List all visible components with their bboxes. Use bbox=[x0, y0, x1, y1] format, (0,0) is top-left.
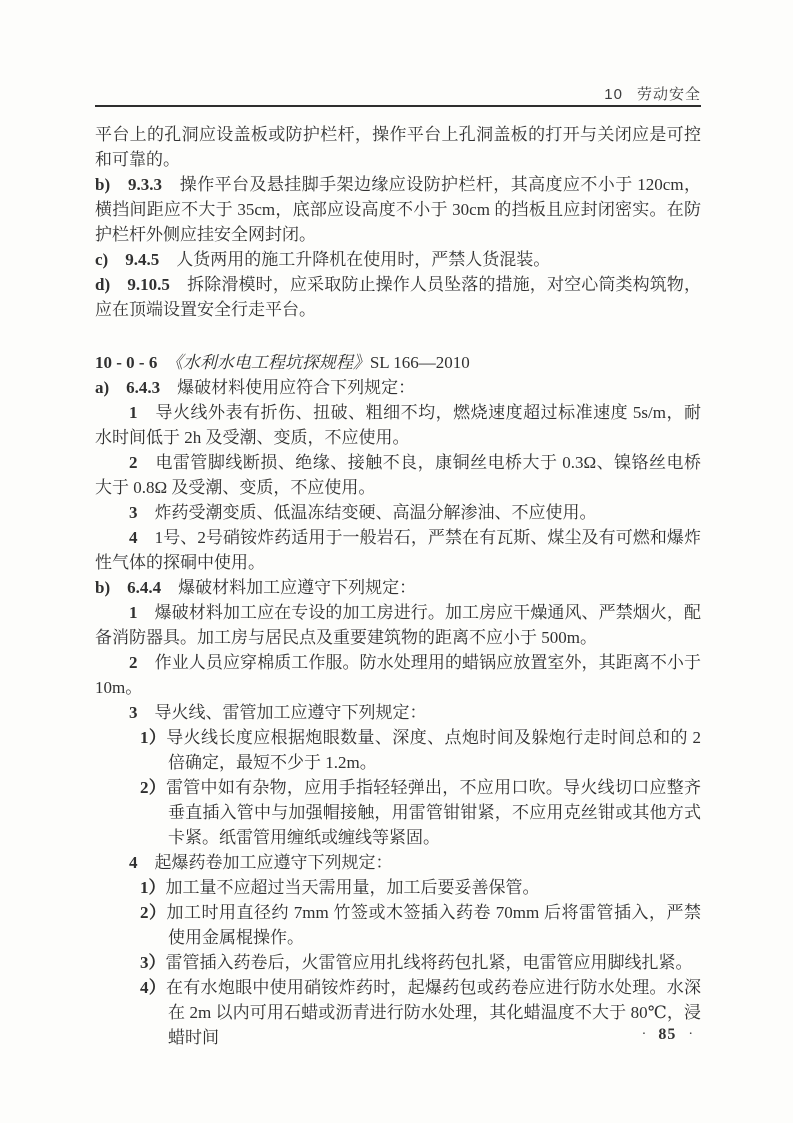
text-run: 1 bbox=[129, 403, 138, 422]
text-run: b) bbox=[95, 578, 128, 597]
text-run: 3） bbox=[140, 953, 166, 972]
subitem-2-bamboo-stick bbox=[95, 900, 701, 950]
header-chapter-number: 10 bbox=[604, 86, 623, 103]
text-run: 1） bbox=[140, 728, 167, 747]
page-footer bbox=[95, 1026, 693, 1044]
item-2-detonator bbox=[95, 450, 701, 500]
document-body bbox=[95, 122, 701, 1050]
footer-left-dot: · bbox=[641, 1027, 647, 1042]
text-run: 人货两用的施工升降机在使用时，严禁人货混装。 bbox=[159, 250, 551, 269]
text-run: 导火线长度应根据炮眼数量、深度、点炮时间及躲炮行走时间总和的 2 倍确定，最短不少于 1.2m。 bbox=[166, 728, 702, 772]
text-run: 9.3.3 bbox=[127, 175, 162, 194]
text-run: 雷管中如有杂物，应用手指轻轻弹出，不应用口吹。导火线切口应整齐垂直插入管中与加强帽接触，用雷管钳钳紧，不应用克丝钳或其他方式卡紧。纸雷管用缠纸或缠线等紧固。 bbox=[166, 778, 701, 847]
text-run: 爆破材料使用应符合下列规定： bbox=[160, 378, 416, 397]
text-run: 《水利水电工程坑探规程》 bbox=[157, 353, 370, 372]
text-run: 10 - 0 - 6 bbox=[95, 353, 158, 372]
footer-right-dot: · bbox=[688, 1027, 693, 1042]
text-run: 加工量不应超过当天需用量，加工后要妥善保管。 bbox=[165, 878, 540, 897]
text-run: b) bbox=[95, 175, 128, 194]
item-4-ammonium-nitrate bbox=[95, 525, 701, 575]
text-run: 作业人员应穿棉质工作服。防水处理用的蜡锅应放置室外，其距离不小于 10m。 bbox=[95, 653, 701, 697]
page-number: 85 bbox=[658, 1026, 677, 1043]
text-run: 2） bbox=[140, 778, 167, 797]
item-2-workers bbox=[95, 650, 701, 700]
text-run: 3 bbox=[129, 503, 138, 522]
text-run: c) bbox=[95, 250, 126, 269]
text-run: 导火线、雷管加工应遵守下列规定： bbox=[137, 703, 427, 722]
text-run: 平台上的孔洞应设盖板或防护栏杆，操作平台上孔洞盖板的打开与关闭应是可控和可靠的。 bbox=[95, 125, 701, 169]
item-3-fuse-detonator-rules bbox=[95, 700, 701, 725]
text-run: 6.4.3 bbox=[126, 378, 161, 397]
text-run: 1） bbox=[140, 878, 166, 897]
header-chapter-title: 劳动安全 bbox=[636, 86, 701, 103]
clause-d-9-10-5 bbox=[95, 272, 701, 322]
text-run: a) bbox=[95, 378, 127, 397]
running-header bbox=[95, 83, 701, 104]
item-3-explosive bbox=[95, 500, 701, 525]
text-run: 电雷管脚线断损、绝缘、接触不良，康铜丝电桥大于 0.3Ω、镍铬丝电桥大于 0.8Ω 及受潮、变质，不应使用。 bbox=[95, 453, 701, 497]
section-heading-10-0-6 bbox=[95, 350, 701, 375]
text-run: 雷管插入药卷后，火雷管应用扎线将药包扎紧，电雷管应用脚线扎紧。 bbox=[165, 953, 693, 972]
text-run: 2 bbox=[129, 453, 138, 472]
text-run: 4） bbox=[140, 978, 167, 997]
text-run: SL 166—2010 bbox=[369, 353, 470, 372]
item-4-primer-cartridge bbox=[95, 850, 701, 875]
text-run: 拆除滑模时，应采取防止操作人员坠落的措施，对空心筒类构筑物，应在顶端设置安全行走平台。 bbox=[95, 275, 701, 319]
text-run: 起爆药卷加工应遵守下列规定： bbox=[137, 853, 393, 872]
text-run: 4 bbox=[129, 528, 138, 547]
subitem-1-fuse-length bbox=[95, 725, 701, 775]
clause-b-6-4-4 bbox=[95, 575, 701, 600]
text-run: 4 bbox=[129, 853, 138, 872]
subitem-2-detonator-debris bbox=[95, 775, 701, 850]
text-run: 炸药受潮变质、低温冻结变硬、高温分解渗油、不应使用。 bbox=[137, 503, 597, 522]
para-continuation bbox=[95, 122, 701, 172]
text-run: 1号、2号硝铵炸药适用于一般岩石，严禁在有瓦斯、煤尘及有可燃和爆炸性气体的探硐中使用。 bbox=[95, 528, 701, 572]
text-run: 9.10.5 bbox=[127, 275, 170, 294]
text-run: d) bbox=[95, 275, 128, 294]
text-run: 导火线外表有折伤、扭破、粗细不均，燃烧速度超过标准速度 5s/m，耐水时间低于 2h 及受潮、变质，不应使用。 bbox=[95, 403, 701, 447]
text-run: 在有水炮眼中使用硝铵炸药时，起爆药包或药卷应进行防水处理。水深在 2m 以内可用石蜡或沥青进行防水处理，其化蜡温度不大于 80℃，浸蜡时间 bbox=[166, 978, 701, 1047]
text-run: 2 bbox=[129, 653, 138, 672]
text-run: 爆破材料加工应遵守下列规定： bbox=[161, 578, 417, 597]
text-run: 6.4.4 bbox=[127, 578, 162, 597]
item-1-fuse bbox=[95, 400, 701, 450]
text-run: 2） bbox=[140, 903, 167, 922]
header-rule bbox=[95, 105, 701, 107]
text-run: 1 bbox=[129, 603, 138, 622]
text-run: 9.4.5 bbox=[125, 250, 160, 269]
text-run: 操作平台及悬挂脚手架边缘应设防护栏杆，其高度应不小于 120cm，横挡间距应不大于 35cm，底部应设高度不小于 30cm 的挡板且应封闭密实。在防护栏杆外侧应挂安全网封闭。 bbox=[95, 175, 701, 244]
clause-a-6-4-3 bbox=[95, 375, 701, 400]
clause-c-9-4-5 bbox=[95, 247, 701, 272]
item-1-processing-room bbox=[95, 600, 701, 650]
subitem-3-tie-wire bbox=[95, 950, 701, 975]
clause-b-9-3-3 bbox=[95, 172, 701, 247]
text-run: 爆破材料加工应在专设的加工房进行。加工房应干燥通风、严禁烟火，配备消防器具。加工房与居民点及重要建筑物的距离不应小于 500m。 bbox=[95, 603, 701, 647]
subitem-1-daily-amount bbox=[95, 875, 701, 900]
text-run: 3 bbox=[129, 703, 138, 722]
text-run: 加工时用直径约 7mm 竹签或木签插入药卷 70mm 后将雷管插入，严禁使用金属棍操作。 bbox=[166, 903, 701, 947]
